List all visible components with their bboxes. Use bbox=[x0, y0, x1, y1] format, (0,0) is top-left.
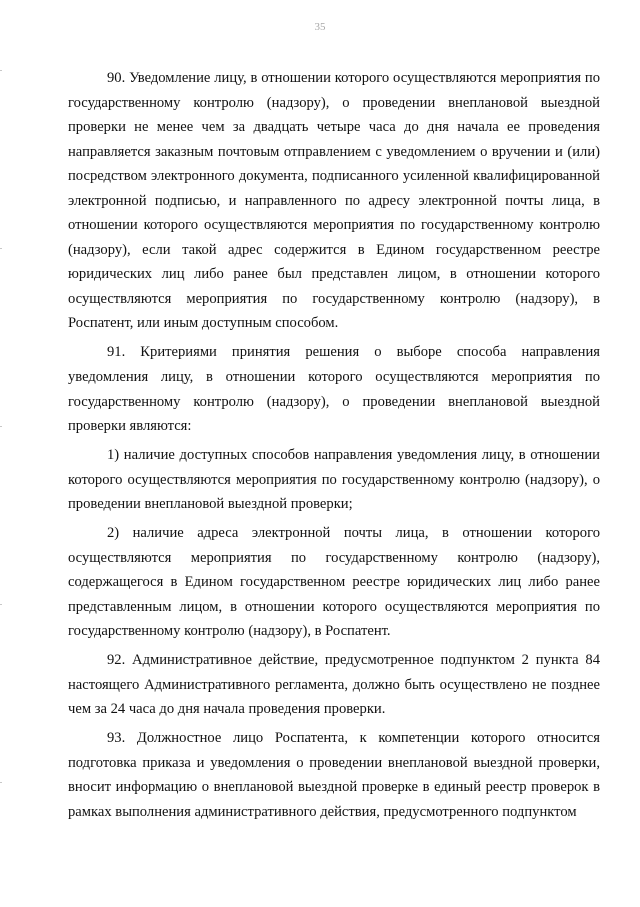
paragraph-93: 93. Должностное лицо Роспатента, к компетенции которого относится подготовка приказа и уведомления о проведении внеплановой выездной проверки, вносит информацию о внеплановой выездной проверке в единый реестр проверок в рамках выполнения административного действия, предусмотренного подпунктом bbox=[68, 730, 600, 820]
paragraph-90: 90. Уведомление лицу, в отношении которого осуществляются мероприятия по государственному контролю (надзору), о проведении внеплановой выездной проверки не менее чем за двадцать четыре часа до дня начала ее проведения направляется заказным почтовым отправлением с уведомлением о вручении и (или) посредством электронного документа, подписанного усиленной квалифицированной электронной подписью, и направленного по адресу электронной почты лица, в отношении которого осуществляются мероприятия по государственному контролю (надзору), если такой адрес содержится в Едином государственном реестре юридических лиц либо ранее был представлен лицом, в отношении которого осуществляются мероприятия по государственному контролю (надзору), в Роспатент, или иным доступным способом. bbox=[68, 70, 600, 332]
list-item-1: 1) наличие доступных способов направления уведомления лицу, в отношении которого осуществляются мероприятия по государственному контролю (надзору), о проведении внеплановой выездной проверки; bbox=[68, 446, 600, 513]
scan-margin-mark bbox=[0, 782, 2, 783]
paragraph-91: 91. Критериями принятия решения о выборе способа направления уведомления лицу, в отношении которого осуществляются мероприятия по государственному контролю (надзору), о проведении внеплановой выездной проверки являются: bbox=[68, 344, 600, 435]
list-item-2: 2) наличие адреса электронной почты лица, в отношении которого осуществляются мероприятия по государственному контролю (надзору), содержащегося в Едином государственном реестре юридических лиц либо ранее представленным лицом, в отношении которого осуществляются мероприятия по государственному контролю (надзору), в Роспатент. bbox=[68, 525, 600, 640]
scan-margin-mark bbox=[0, 426, 2, 427]
scan-margin-mark bbox=[0, 248, 2, 249]
document-body bbox=[68, 66, 600, 829]
paragraph-92: 92. Административное действие, предусмотренное подпунктом 2 пункта 84 настоящего Административного регламента, должно быть осуществлено не позднее чем за 24 часа до дня начала проведения проверки. bbox=[68, 652, 600, 718]
scan-margin-mark bbox=[0, 604, 2, 605]
scan-margin-mark bbox=[0, 70, 2, 71]
page-number: 35 bbox=[314, 21, 326, 33]
